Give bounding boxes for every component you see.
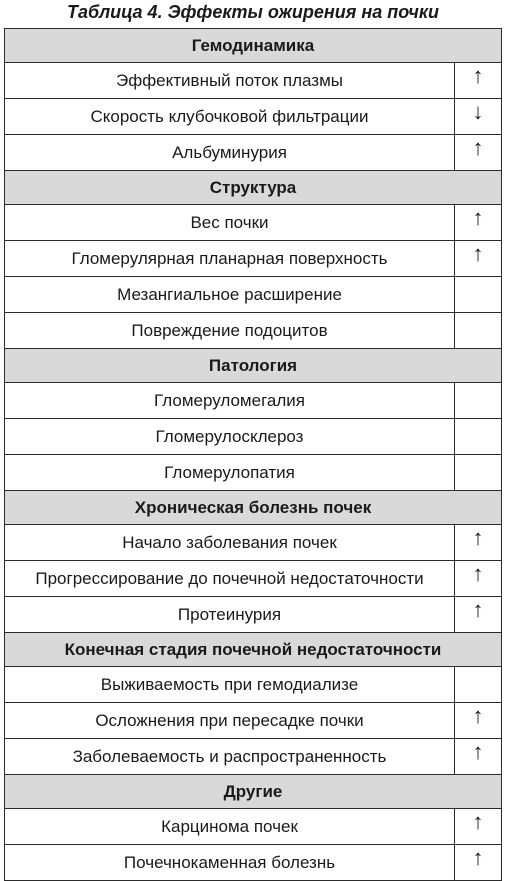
section-header: Хроническая болезнь почек [5, 491, 502, 525]
row-label: Вес почки [5, 205, 455, 241]
section-header: Структура [5, 171, 502, 205]
row-label: Гломерулярная планарная поверхность [5, 241, 455, 277]
row-label: Почечнокаменная болезнь [5, 845, 455, 881]
arrow-up-icon: ↑ [455, 809, 502, 845]
table-row [5, 525, 502, 561]
table-row [5, 313, 502, 349]
arrow-up-icon: ↑ [455, 703, 502, 739]
arrow-up-icon: ↑ [455, 205, 502, 241]
row-label: Гломерулосклероз [5, 419, 455, 455]
row-label: Выживаемость при гемодиализе [5, 667, 455, 703]
table-row [5, 561, 502, 597]
row-label: Прогрессирование до почечной недостаточности [5, 561, 455, 597]
section-header-row [5, 775, 502, 809]
table-row [5, 455, 502, 491]
arrow-up-icon: ↑ [455, 597, 502, 633]
section-header: Конечная стадия почечной недостаточности [5, 633, 502, 667]
table-row [5, 809, 502, 845]
row-label: Повреждение подоцитов [5, 313, 455, 349]
row-label: Карцинома почек [5, 809, 455, 845]
row-label: Гломеруломегалия [5, 383, 455, 419]
row-label: Осложнения при пересадке почки [5, 703, 455, 739]
row-label: Начало заболевания почек [5, 525, 455, 561]
section-header: Патология [5, 349, 502, 383]
empty-mark-cell [455, 277, 502, 313]
table-row [5, 667, 502, 703]
empty-mark-cell [455, 419, 502, 455]
table-row [5, 703, 502, 739]
arrow-down-icon: ↓ [455, 99, 502, 135]
arrow-up-icon: ↑ [455, 739, 502, 775]
section-header-row [5, 29, 502, 63]
row-label: Гломерулопатия [5, 455, 455, 491]
empty-mark-cell [455, 313, 502, 349]
row-label: Скорость клубочковой фильтрации [5, 99, 455, 135]
table-row [5, 277, 502, 313]
row-label: Заболеваемость и распространенность [5, 739, 455, 775]
empty-mark-cell [455, 455, 502, 491]
arrow-up-icon: ↑ [455, 845, 502, 881]
arrow-up-icon: ↑ [455, 63, 502, 99]
table-row [5, 597, 502, 633]
arrow-up-icon: ↑ [455, 561, 502, 597]
table-row [5, 383, 502, 419]
empty-mark-cell [455, 383, 502, 419]
table-row [5, 241, 502, 277]
table-row [5, 419, 502, 455]
section-header-row [5, 349, 502, 383]
table-row [5, 99, 502, 135]
table-row [5, 205, 502, 241]
section-header: Другие [5, 775, 502, 809]
table-row [5, 845, 502, 881]
row-label: Мезангиальное расширение [5, 277, 455, 313]
effects-table [4, 28, 502, 881]
row-label: Протеинурия [5, 597, 455, 633]
empty-mark-cell [455, 667, 502, 703]
table-row [5, 135, 502, 171]
row-label: Альбуминурия [5, 135, 455, 171]
row-label: Эффективный поток плазмы [5, 63, 455, 99]
section-header: Гемодинамика [5, 29, 502, 63]
arrow-up-icon: ↑ [455, 241, 502, 277]
section-header-row [5, 171, 502, 205]
section-header-row [5, 633, 502, 667]
table-body [5, 29, 502, 881]
table-caption: Таблица 4. Эффекты ожирения на почки [67, 2, 439, 22]
table-row [5, 63, 502, 99]
section-header-row [5, 491, 502, 525]
arrow-up-icon: ↑ [455, 525, 502, 561]
table-row [5, 739, 502, 775]
arrow-up-icon: ↑ [455, 135, 502, 171]
